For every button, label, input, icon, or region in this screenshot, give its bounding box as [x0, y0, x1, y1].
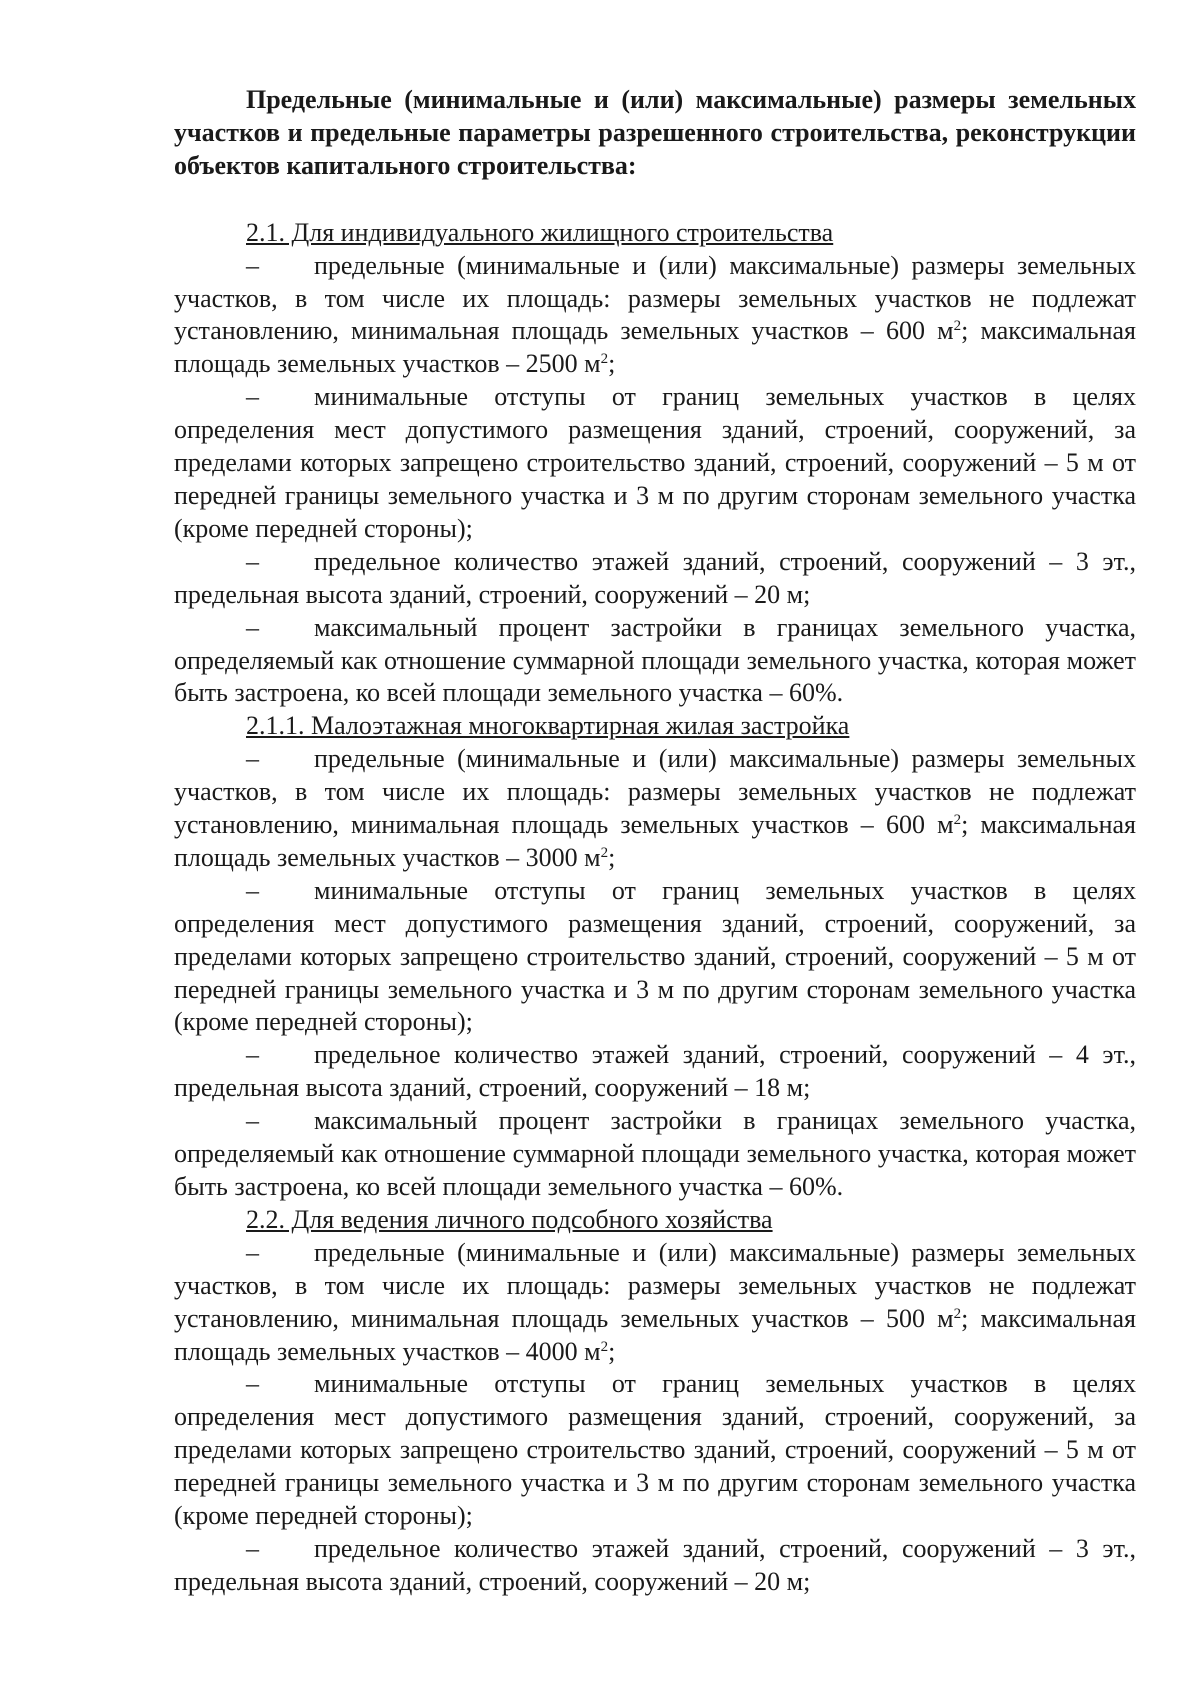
dash-bullet: – — [246, 875, 259, 905]
list-item-text: предельное количество этажей зданий, строений, сооружений – 4 эт., предельная высота зданий, строений, сооружений – 18 м; — [174, 1040, 1136, 1103]
list-item — [174, 381, 1136, 546]
section-heading: 2.1.1. Малоэтажная многоквартирная жилая застройка — [246, 711, 850, 741]
section-2-1-1 — [174, 710, 1136, 1204]
dash-bullet: – — [246, 612, 259, 642]
list-item — [174, 250, 1136, 382]
section-2-2 — [174, 1204, 1136, 1599]
list-item-text: минимальные отступы от границ земельных участков в целях определения мест допустимого размещения зданий, строений, сооружений, за пределами которых запрещено строительство зданий, строений, сооружений – 5 м от передней границы земельного участка и 3 м по другим сторонам земельного участка (кроме передней стороны); — [174, 875, 1136, 1037]
list-item — [174, 1039, 1136, 1105]
list-item — [174, 743, 1136, 875]
document-title: Предельные (минимальные и (или) максимальные) размеры земельных участков и предельные параметры разрешенного строительства, реконструкции объектов капитального строительства: — [174, 85, 1136, 180]
list-item-text: предельные (минимальные и (или) максимальные) размеры земельных участков, в том числе их площадь: размеры земельных участков не подлежат установлению, минимальная площадь земельных участков – 600 $м^2$; максимальная площадь земельных участков – 3000 $м^2$; — [174, 744, 1136, 872]
list-item — [174, 875, 1136, 1040]
dash-bullet: – — [246, 1369, 259, 1399]
list-item-text: предельное количество этажей зданий, строений, сооружений – 3 эт., предельная высота зданий, строений, сооружений – 20 м; — [174, 546, 1136, 609]
superscript-two: 2 — [600, 844, 609, 861]
list-item-text: максимальный процент застройки в границах земельного участка, определяемый как отношение суммарной площади земельного участка, которая может быть застроена, ко всей площади земельного участка – 60%. — [174, 612, 1136, 708]
dash-bullet: – — [246, 1533, 259, 1563]
section-heading: 2.1. Для индивидуального жилищного строительства — [246, 217, 834, 247]
superscript-two: 2 — [953, 812, 962, 829]
list-item-text: предельное количество этажей зданий, строений, сооружений – 3 эт., предельная высота зданий, строений, сооружений – 20 м; — [174, 1533, 1136, 1596]
superscript-two: 2 — [953, 318, 962, 335]
superscript-two: 2 — [953, 1305, 962, 1322]
list-item-text: минимальные отступы от границ земельных участков в целях определения мест допустимого размещения зданий, строений, сооружений, за пределами которых запрещено строительство зданий, строений, сооружений – 5 м от передней границы земельного участка и 3 м по другим сторонам земельного участка (кроме передней стороны); — [174, 1369, 1136, 1531]
dash-bullet: – — [246, 250, 259, 280]
dash-bullet: – — [246, 546, 259, 576]
list-item — [174, 612, 1136, 711]
list-item-text: предельные (минимальные и (или) максимальные) размеры земельных участков, в том числе их площадь: размеры земельных участков не подлежат установлению, минимальная площадь земельных участков – 600 $м^2$; максимальная площадь земельных участков – 2500 $м^2$; — [174, 250, 1136, 379]
section-heading: 2.2. Для ведения личного подсобного хозяйства — [246, 1204, 773, 1234]
dash-bullet: – — [246, 1040, 259, 1070]
list-item — [174, 1105, 1136, 1204]
superscript-two: 2 — [600, 351, 609, 368]
list-item — [174, 1368, 1136, 1533]
list-item — [174, 1533, 1136, 1599]
superscript-two: 2 — [600, 1338, 609, 1355]
list-item — [174, 1237, 1136, 1369]
list-item-text: максимальный процент застройки в границах земельного участка, определяемый как отношение суммарной площади земельного участка, которая может быть застроена, ко всей площади земельного участка – 60%. — [174, 1106, 1136, 1201]
list-item-text: предельные (минимальные и (или) максимальные) размеры земельных участков, в том числе их площадь: размеры земельных участков не подлежат установлению, минимальная площадь земельных участков – 500 $м^2$; максимальная площадь земельных участков – 4000 $м^2$; — [174, 1237, 1136, 1366]
dash-bullet: – — [246, 1106, 259, 1136]
section-2-1 — [174, 217, 1136, 711]
dash-bullet: – — [246, 382, 259, 412]
document-page — [174, 84, 1136, 1599]
dash-bullet: – — [246, 744, 259, 774]
list-item — [174, 546, 1136, 612]
dash-bullet: – — [246, 1237, 259, 1267]
list-item-text: минимальные отступы от границ земельных участков в целях определения мест допустимого размещения зданий, строений, сооружений, за пределами которых запрещено строительство зданий, строений, сооружений – 5 м от передней границы земельного участка и 3 м по другим сторонам земельного участка (кроме передней стороны); — [174, 382, 1136, 543]
